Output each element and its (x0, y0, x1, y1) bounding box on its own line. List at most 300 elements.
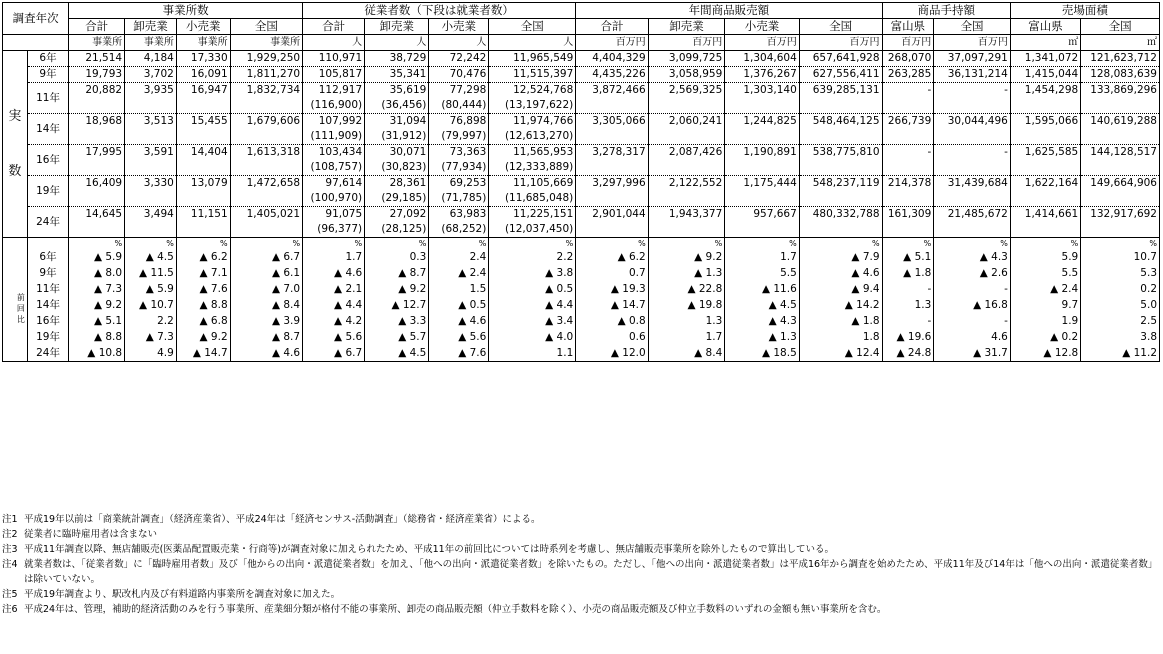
ratio-cell: 10.7 (1081, 249, 1160, 265)
employed-count-cell: (29,185) (365, 191, 429, 207)
value-cell: 107,992 (303, 114, 365, 130)
ratio-cell: 5.5 (725, 265, 800, 281)
footnote (2, 602, 1160, 617)
value-cell: 3,058,959 (648, 67, 725, 83)
value-cell: 1,929,250 (230, 51, 302, 67)
value-cell: 657,641,928 (799, 51, 882, 67)
ratio-cell: ▲ 1.3 (725, 329, 800, 345)
ratio-cell: 2.5 (1081, 313, 1160, 329)
column-header: 小売業 (725, 19, 800, 35)
unit-label: ㎡ (1010, 35, 1080, 51)
ratio-cell: 9.7 (1010, 297, 1080, 313)
ratio-cell: ▲ 4.6 (230, 345, 302, 362)
side-char: 前 (16, 293, 25, 302)
footnote (2, 587, 1160, 602)
value-cell: 1,595,066 (1010, 114, 1080, 145)
value-cell: 21,514 (69, 51, 125, 67)
value-cell: 3,935 (125, 83, 177, 114)
percent-unit: % (799, 238, 882, 250)
value-cell: 957,667 (725, 207, 800, 238)
value-cell: 3,494 (125, 207, 177, 238)
ratio-cell: 1.1 (489, 345, 576, 362)
value-cell: 13,079 (176, 176, 230, 207)
value-cell: 3,591 (125, 145, 177, 176)
ratio-cell: ▲ 4.3 (725, 313, 800, 329)
ratio-cell: ▲ 2.6 (934, 265, 1011, 281)
ratio-cell: ▲ 3.8 (489, 265, 576, 281)
ratio-cell: ▲ 6.8 (176, 313, 230, 329)
ratio-cell: 5.5 (1010, 265, 1080, 281)
year-label: 6年 (27, 51, 68, 67)
value-cell: 31,439,684 (934, 176, 1011, 207)
column-header: 全国 (230, 19, 302, 35)
group-header: 従業者数（下段は就業者数） (303, 3, 576, 19)
value-cell: 3,513 (125, 114, 177, 145)
group-header: 売場面積 (1010, 3, 1159, 19)
value-cell: 70,476 (429, 67, 489, 83)
employed-count-cell: (80,444) (429, 98, 489, 114)
ratio-cell: ▲ 4.4 (303, 297, 365, 313)
ratio-cell: ▲ 6.2 (176, 249, 230, 265)
value-cell: 11,965,549 (489, 51, 576, 67)
value-cell: 1,405,021 (230, 207, 302, 238)
ratio-cell: ▲ 5.6 (429, 329, 489, 345)
ratio-cell: 1.5 (429, 281, 489, 297)
value-cell: 72,242 (429, 51, 489, 67)
ratio-cell: ▲ 3.4 (489, 313, 576, 329)
ratio-cell: ▲ 4.3 (934, 249, 1011, 265)
value-cell: 69,253 (429, 176, 489, 192)
unit-label: 百万円 (576, 35, 648, 51)
value-cell: 11,974,766 (489, 114, 576, 130)
ratio-cell: - (934, 313, 1011, 329)
percent-unit: % (1010, 238, 1080, 250)
value-cell: 3,702 (125, 67, 177, 83)
ratio-cell: 0.2 (1081, 281, 1160, 297)
column-header: 富山県 (1010, 19, 1080, 35)
year-label: 6年 (27, 249, 68, 265)
ratio-cell: 2.2 (489, 249, 576, 265)
value-cell: 3,305,066 (576, 114, 648, 145)
side-label-actual (3, 51, 28, 238)
value-cell: 121,623,712 (1081, 51, 1160, 67)
employed-count-cell: (12,613,270) (489, 129, 576, 145)
value-cell: 17,330 (176, 51, 230, 67)
percent-unit: % (230, 238, 302, 250)
ratio-cell: ▲ 6.7 (230, 249, 302, 265)
unit-label: 人 (365, 35, 429, 51)
ratio-cell: ▲ 7.0 (230, 281, 302, 297)
ratio-cell: ▲ 4.5 (125, 249, 177, 265)
value-cell: 3,278,317 (576, 145, 648, 176)
value-cell: 133,869,296 (1081, 83, 1160, 114)
ratio-cell: ▲ 11.2 (1081, 345, 1160, 362)
ratio-cell: ▲ 11.6 (725, 281, 800, 297)
percent-unit: % (303, 238, 365, 250)
value-cell: 73,363 (429, 145, 489, 161)
ratio-cell: ▲ 9.4 (799, 281, 882, 297)
value-cell: 11,515,397 (489, 67, 576, 83)
ratio-cell: ▲ 8.4 (230, 297, 302, 313)
employed-count-cell: (68,252) (429, 222, 489, 238)
value-cell: 1,244,825 (725, 114, 800, 145)
unit-label: ㎡ (1081, 35, 1160, 51)
value-cell: 11,565,953 (489, 145, 576, 161)
ratio-cell: 1.8 (799, 329, 882, 345)
unit-label: 人 (489, 35, 576, 51)
ratio-cell: 4.6 (934, 329, 1011, 345)
ratio-cell: ▲ 14.2 (799, 297, 882, 313)
ratio-cell: ▲ 7.9 (799, 249, 882, 265)
ratio-cell: ▲ 10.7 (125, 297, 177, 313)
employed-count-cell: (77,934) (429, 160, 489, 176)
ratio-cell: - (934, 281, 1011, 297)
unit-label: 事業所 (125, 35, 177, 51)
unit-label: 事業所 (230, 35, 302, 51)
ratio-cell: ▲ 0.5 (429, 297, 489, 313)
ratio-cell: ▲ 11.5 (125, 265, 177, 281)
value-cell: 4,184 (125, 51, 177, 67)
value-cell: 1,341,072 (1010, 51, 1080, 67)
year-label: 11年 (27, 281, 68, 297)
side-char: 比 (16, 315, 25, 324)
value-cell: 110,971 (303, 51, 365, 67)
blank-cell (27, 238, 68, 250)
ratio-cell: ▲ 8.0 (69, 265, 125, 281)
employed-count-cell: (100,970) (303, 191, 365, 207)
value-cell: 18,968 (69, 114, 125, 145)
ratio-cell: ▲ 5.1 (882, 249, 934, 265)
ratio-cell: 0.6 (576, 329, 648, 345)
value-cell: 30,071 (365, 145, 429, 161)
ratio-cell: ▲ 4.6 (429, 313, 489, 329)
ratio-cell: ▲ 9.2 (365, 281, 429, 297)
percent-unit: % (125, 238, 177, 250)
percent-unit: % (489, 238, 576, 250)
value-cell: 1,943,377 (648, 207, 725, 238)
value-cell: 1,811,270 (230, 67, 302, 83)
ratio-cell: ▲ 4.6 (799, 265, 882, 281)
ratio-cell: ▲ 4.0 (489, 329, 576, 345)
column-header: 小売業 (429, 19, 489, 35)
footnotes (2, 512, 1160, 617)
ratio-cell: 1.7 (725, 249, 800, 265)
employed-count-cell: (13,197,622) (489, 98, 576, 114)
ratio-cell: 1.3 (648, 313, 725, 329)
value-cell: - (882, 145, 934, 176)
employed-count-cell: (36,456) (365, 98, 429, 114)
value-cell: 35,341 (365, 67, 429, 83)
unit-label: 百万円 (934, 35, 1011, 51)
ratio-cell: ▲ 0.2 (1010, 329, 1080, 345)
side-char: 数 (8, 164, 22, 179)
footnote-key: 注4 (2, 559, 18, 570)
value-cell: 627,556,411 (799, 67, 882, 83)
percent-unit: % (882, 238, 934, 250)
value-cell: 12,524,768 (489, 83, 576, 99)
footnote (2, 512, 1160, 527)
ratio-cell: ▲ 6.1 (230, 265, 302, 281)
value-cell: 35,619 (365, 83, 429, 99)
employed-count-cell: (28,125) (365, 222, 429, 238)
ratio-cell: ▲ 19.8 (648, 297, 725, 313)
ratio-cell: ▲ 8.4 (648, 345, 725, 362)
ratio-cell: ▲ 12.7 (365, 297, 429, 313)
ratio-cell: ▲ 1.8 (799, 313, 882, 329)
value-cell: 21,485,672 (934, 207, 1011, 238)
ratio-cell: ▲ 3.3 (365, 313, 429, 329)
year-label: 9年 (27, 67, 68, 83)
employed-count-cell: (111,909) (303, 129, 365, 145)
ratio-cell: 2.2 (125, 313, 177, 329)
column-header: 全国 (799, 19, 882, 35)
ratio-cell: ▲ 14.7 (176, 345, 230, 362)
value-cell: 2,122,552 (648, 176, 725, 207)
side-char: 実 (8, 109, 22, 124)
value-cell: 105,817 (303, 67, 365, 83)
ratio-cell: ▲ 4.5 (365, 345, 429, 362)
value-cell: 1,472,658 (230, 176, 302, 207)
value-cell: 103,434 (303, 145, 365, 161)
value-cell: 1,304,604 (725, 51, 800, 67)
year-label: 14年 (27, 297, 68, 313)
value-cell: 144,128,517 (1081, 145, 1160, 176)
unit-label: 百万円 (648, 35, 725, 51)
column-header: 全国 (934, 19, 1011, 35)
value-cell: 2,087,426 (648, 145, 725, 176)
column-header: 卸売業 (648, 19, 725, 35)
value-cell: 480,332,788 (799, 207, 882, 238)
side-label-ratio (3, 238, 28, 362)
ratio-cell: 5.0 (1081, 297, 1160, 313)
column-header: 卸売業 (125, 19, 177, 35)
employed-count-cell: (12,333,889) (489, 160, 576, 176)
employed-count-cell: (12,037,450) (489, 222, 576, 238)
ratio-cell: 2.4 (429, 249, 489, 265)
value-cell: 1,376,267 (725, 67, 800, 83)
footnote-text: 平成11年調査以降、無店舗販売(医薬品配置販売業・行商等)が調査対象に加えられたため、平成11年の前回比については時系列を考慮し、無店舗販売事業所を除外したもので算出している。 (24, 544, 835, 555)
value-cell: 132,917,692 (1081, 207, 1160, 238)
value-cell: 128,083,639 (1081, 67, 1160, 83)
ratio-cell: 1.7 (648, 329, 725, 345)
footnote (2, 542, 1160, 557)
value-cell: 2,901,044 (576, 207, 648, 238)
percent-unit: % (576, 238, 648, 250)
unit-label: 百万円 (799, 35, 882, 51)
ratio-cell: ▲ 5.9 (69, 249, 125, 265)
value-cell: - (934, 83, 1011, 114)
footnote-text: 平成19年以前は「商業統計調査」（経済産業省）、平成24年は「経済センサス-活動調査」（総務省・経済産業省）による。 (24, 514, 541, 525)
value-cell: 112,917 (303, 83, 365, 99)
ratio-cell: 5.3 (1081, 265, 1160, 281)
unit-label: 百万円 (882, 35, 934, 51)
value-cell: 16,947 (176, 83, 230, 114)
value-cell: 4,435,226 (576, 67, 648, 83)
ratio-cell: ▲ 16.8 (934, 297, 1011, 313)
group-header: 事業所数 (69, 3, 303, 19)
value-cell: 77,298 (429, 83, 489, 99)
footnote-text: 平成19年調査より、駅改札内及び有料道路内事業所を調査対象に加えた。 (24, 589, 341, 600)
ratio-cell: ▲ 12.8 (1010, 345, 1080, 362)
ratio-cell: ▲ 14.7 (576, 297, 648, 313)
employed-count-cell: (31,912) (365, 129, 429, 145)
footnote (2, 527, 1160, 542)
ratio-cell: ▲ 2.4 (429, 265, 489, 281)
footnote-text: 就業者数は、「従業者数」に「臨時雇用者数」及び「他からの出向・派遣従業者数」を加え、「他への出向・派遣従業者数」を除いたもの。ただし、「他への出向・派遣従業者数」は平成16年から調査を始めたため、平成11年及び14年は「他への出向・派遣従業者数」は除いていない。 (24, 559, 1158, 585)
value-cell: - (882, 83, 934, 114)
ratio-cell: ▲ 4.6 (303, 265, 365, 281)
value-cell: 63,983 (429, 207, 489, 223)
percent-unit: % (365, 238, 429, 250)
value-cell: 1,414,661 (1010, 207, 1080, 238)
unit-label: 百万円 (725, 35, 800, 51)
value-cell: 161,309 (882, 207, 934, 238)
column-header: 全国 (489, 19, 576, 35)
value-cell: 14,404 (176, 145, 230, 176)
ratio-cell: ▲ 7.3 (125, 329, 177, 345)
value-cell: 38,729 (365, 51, 429, 67)
ratio-cell: 0.3 (365, 249, 429, 265)
ratio-cell: 3.8 (1081, 329, 1160, 345)
ratio-cell: 1.7 (303, 249, 365, 265)
ratio-cell: 1.9 (1010, 313, 1080, 329)
value-cell: 97,614 (303, 176, 365, 192)
value-cell: 2,569,325 (648, 83, 725, 114)
unit-label: 事業所 (176, 35, 230, 51)
column-header: 卸売業 (365, 19, 429, 35)
ratio-cell: - (882, 281, 934, 297)
ratio-cell: ▲ 7.6 (429, 345, 489, 362)
value-cell: 3,099,725 (648, 51, 725, 67)
value-cell: 91,075 (303, 207, 365, 223)
footnote-key: 注6 (2, 604, 18, 615)
ratio-cell: ▲ 5.6 (303, 329, 365, 345)
value-cell: 30,044,496 (934, 114, 1011, 145)
ratio-cell: ▲ 18.5 (725, 345, 800, 362)
ratio-cell: ▲ 1.3 (648, 265, 725, 281)
percent-unit: % (429, 238, 489, 250)
value-cell: 149,664,906 (1081, 176, 1160, 207)
column-header: 小売業 (176, 19, 230, 35)
value-cell: 548,237,119 (799, 176, 882, 207)
year-label: 19年 (27, 329, 68, 345)
group-header: 年間商品販売額 (576, 3, 882, 19)
year-label: 9年 (27, 265, 68, 281)
ratio-cell: ▲ 8.7 (230, 329, 302, 345)
ratio-cell: 1.3 (882, 297, 934, 313)
year-label: 14年 (27, 114, 68, 145)
ratio-cell: ▲ 24.8 (882, 345, 934, 362)
ratio-cell: ▲ 4.5 (725, 297, 800, 313)
value-cell: 2,060,241 (648, 114, 725, 145)
ratio-cell: ▲ 6.7 (303, 345, 365, 362)
value-cell: 3,330 (125, 176, 177, 207)
percent-unit: % (176, 238, 230, 250)
value-cell: 19,793 (69, 67, 125, 83)
ratio-cell: ▲ 1.8 (882, 265, 934, 281)
ratio-cell: 0.7 (576, 265, 648, 281)
ratio-cell: ▲ 2.1 (303, 281, 365, 297)
value-cell: 548,464,125 (799, 114, 882, 145)
value-cell: 28,361 (365, 176, 429, 192)
employed-count-cell: (108,757) (303, 160, 365, 176)
footnote-key: 注3 (2, 544, 18, 555)
employed-count-cell: (30,823) (365, 160, 429, 176)
column-header: 合計 (303, 19, 365, 35)
value-cell: 27,092 (365, 207, 429, 223)
ratio-cell: ▲ 19.6 (882, 329, 934, 345)
ratio-cell: ▲ 5.1 (69, 313, 125, 329)
value-cell: 11,105,669 (489, 176, 576, 192)
value-cell: 1,454,298 (1010, 83, 1080, 114)
value-cell: 4,404,329 (576, 51, 648, 67)
employed-count-cell: (116,900) (303, 98, 365, 114)
value-cell: 263,285 (882, 67, 934, 83)
footnote-text: 従業者に臨時雇用者は含まない (24, 529, 158, 540)
ratio-cell: ▲ 4.2 (303, 313, 365, 329)
value-cell: 1,832,734 (230, 83, 302, 114)
ratio-cell: ▲ 0.8 (576, 313, 648, 329)
employed-count-cell: (96,377) (303, 222, 365, 238)
footnote-key: 注5 (2, 589, 18, 600)
ratio-cell: ▲ 0.5 (489, 281, 576, 297)
group-header: 商品手持額 (882, 3, 1010, 19)
employed-count-cell: (11,685,048) (489, 191, 576, 207)
commerce-statistics-table (2, 2, 1160, 362)
ratio-cell: ▲ 6.2 (576, 249, 648, 265)
value-cell: 214,378 (882, 176, 934, 207)
value-cell: 11,225,151 (489, 207, 576, 223)
blank-cell (3, 35, 69, 51)
year-label: 16年 (27, 145, 68, 176)
ratio-cell: ▲ 5.9 (125, 281, 177, 297)
ratio-cell: ▲ 4.4 (489, 297, 576, 313)
value-cell: 1,613,318 (230, 145, 302, 176)
ratio-cell: ▲ 31.7 (934, 345, 1011, 362)
column-header: 全国 (1081, 19, 1160, 35)
value-cell: 1,175,444 (725, 176, 800, 207)
column-header: 合計 (576, 19, 648, 35)
year-label: 11年 (27, 83, 68, 114)
year-label: 19年 (27, 176, 68, 207)
value-cell: 1,622,164 (1010, 176, 1080, 207)
ratio-cell: ▲ 7.1 (176, 265, 230, 281)
year-label: 24年 (27, 345, 68, 362)
ratio-cell: ▲ 8.7 (365, 265, 429, 281)
ratio-cell: ▲ 10.8 (69, 345, 125, 362)
value-cell: 266,739 (882, 114, 934, 145)
value-cell: 15,455 (176, 114, 230, 145)
value-cell: 1,190,891 (725, 145, 800, 176)
ratio-cell: ▲ 5.7 (365, 329, 429, 345)
footnote-text: 平成24年は、管理，補助的経済活動のみを行う事業所、産業細分類が格付不能の事業所、卸売の商品販売額（仲立手数料を除く）、小売の商品販売額及び仲立手数料のいずれの金額も無い事業所を含む。 (24, 604, 887, 615)
footnote (2, 557, 1160, 587)
value-cell: 11,151 (176, 207, 230, 238)
ratio-cell: - (882, 313, 934, 329)
value-cell: 639,285,131 (799, 83, 882, 114)
ratio-cell: ▲ 22.8 (648, 281, 725, 297)
header-survey-year: 調査年次 (3, 3, 69, 35)
value-cell: 1,303,140 (725, 83, 800, 114)
unit-label: 事業所 (69, 35, 125, 51)
value-cell: 17,995 (69, 145, 125, 176)
ratio-cell: ▲ 9.2 (176, 329, 230, 345)
value-cell: 36,131,214 (934, 67, 1011, 83)
ratio-cell: ▲ 9.2 (648, 249, 725, 265)
ratio-cell: ▲ 8.8 (69, 329, 125, 345)
employed-count-cell: (79,997) (429, 129, 489, 145)
value-cell: 16,091 (176, 67, 230, 83)
